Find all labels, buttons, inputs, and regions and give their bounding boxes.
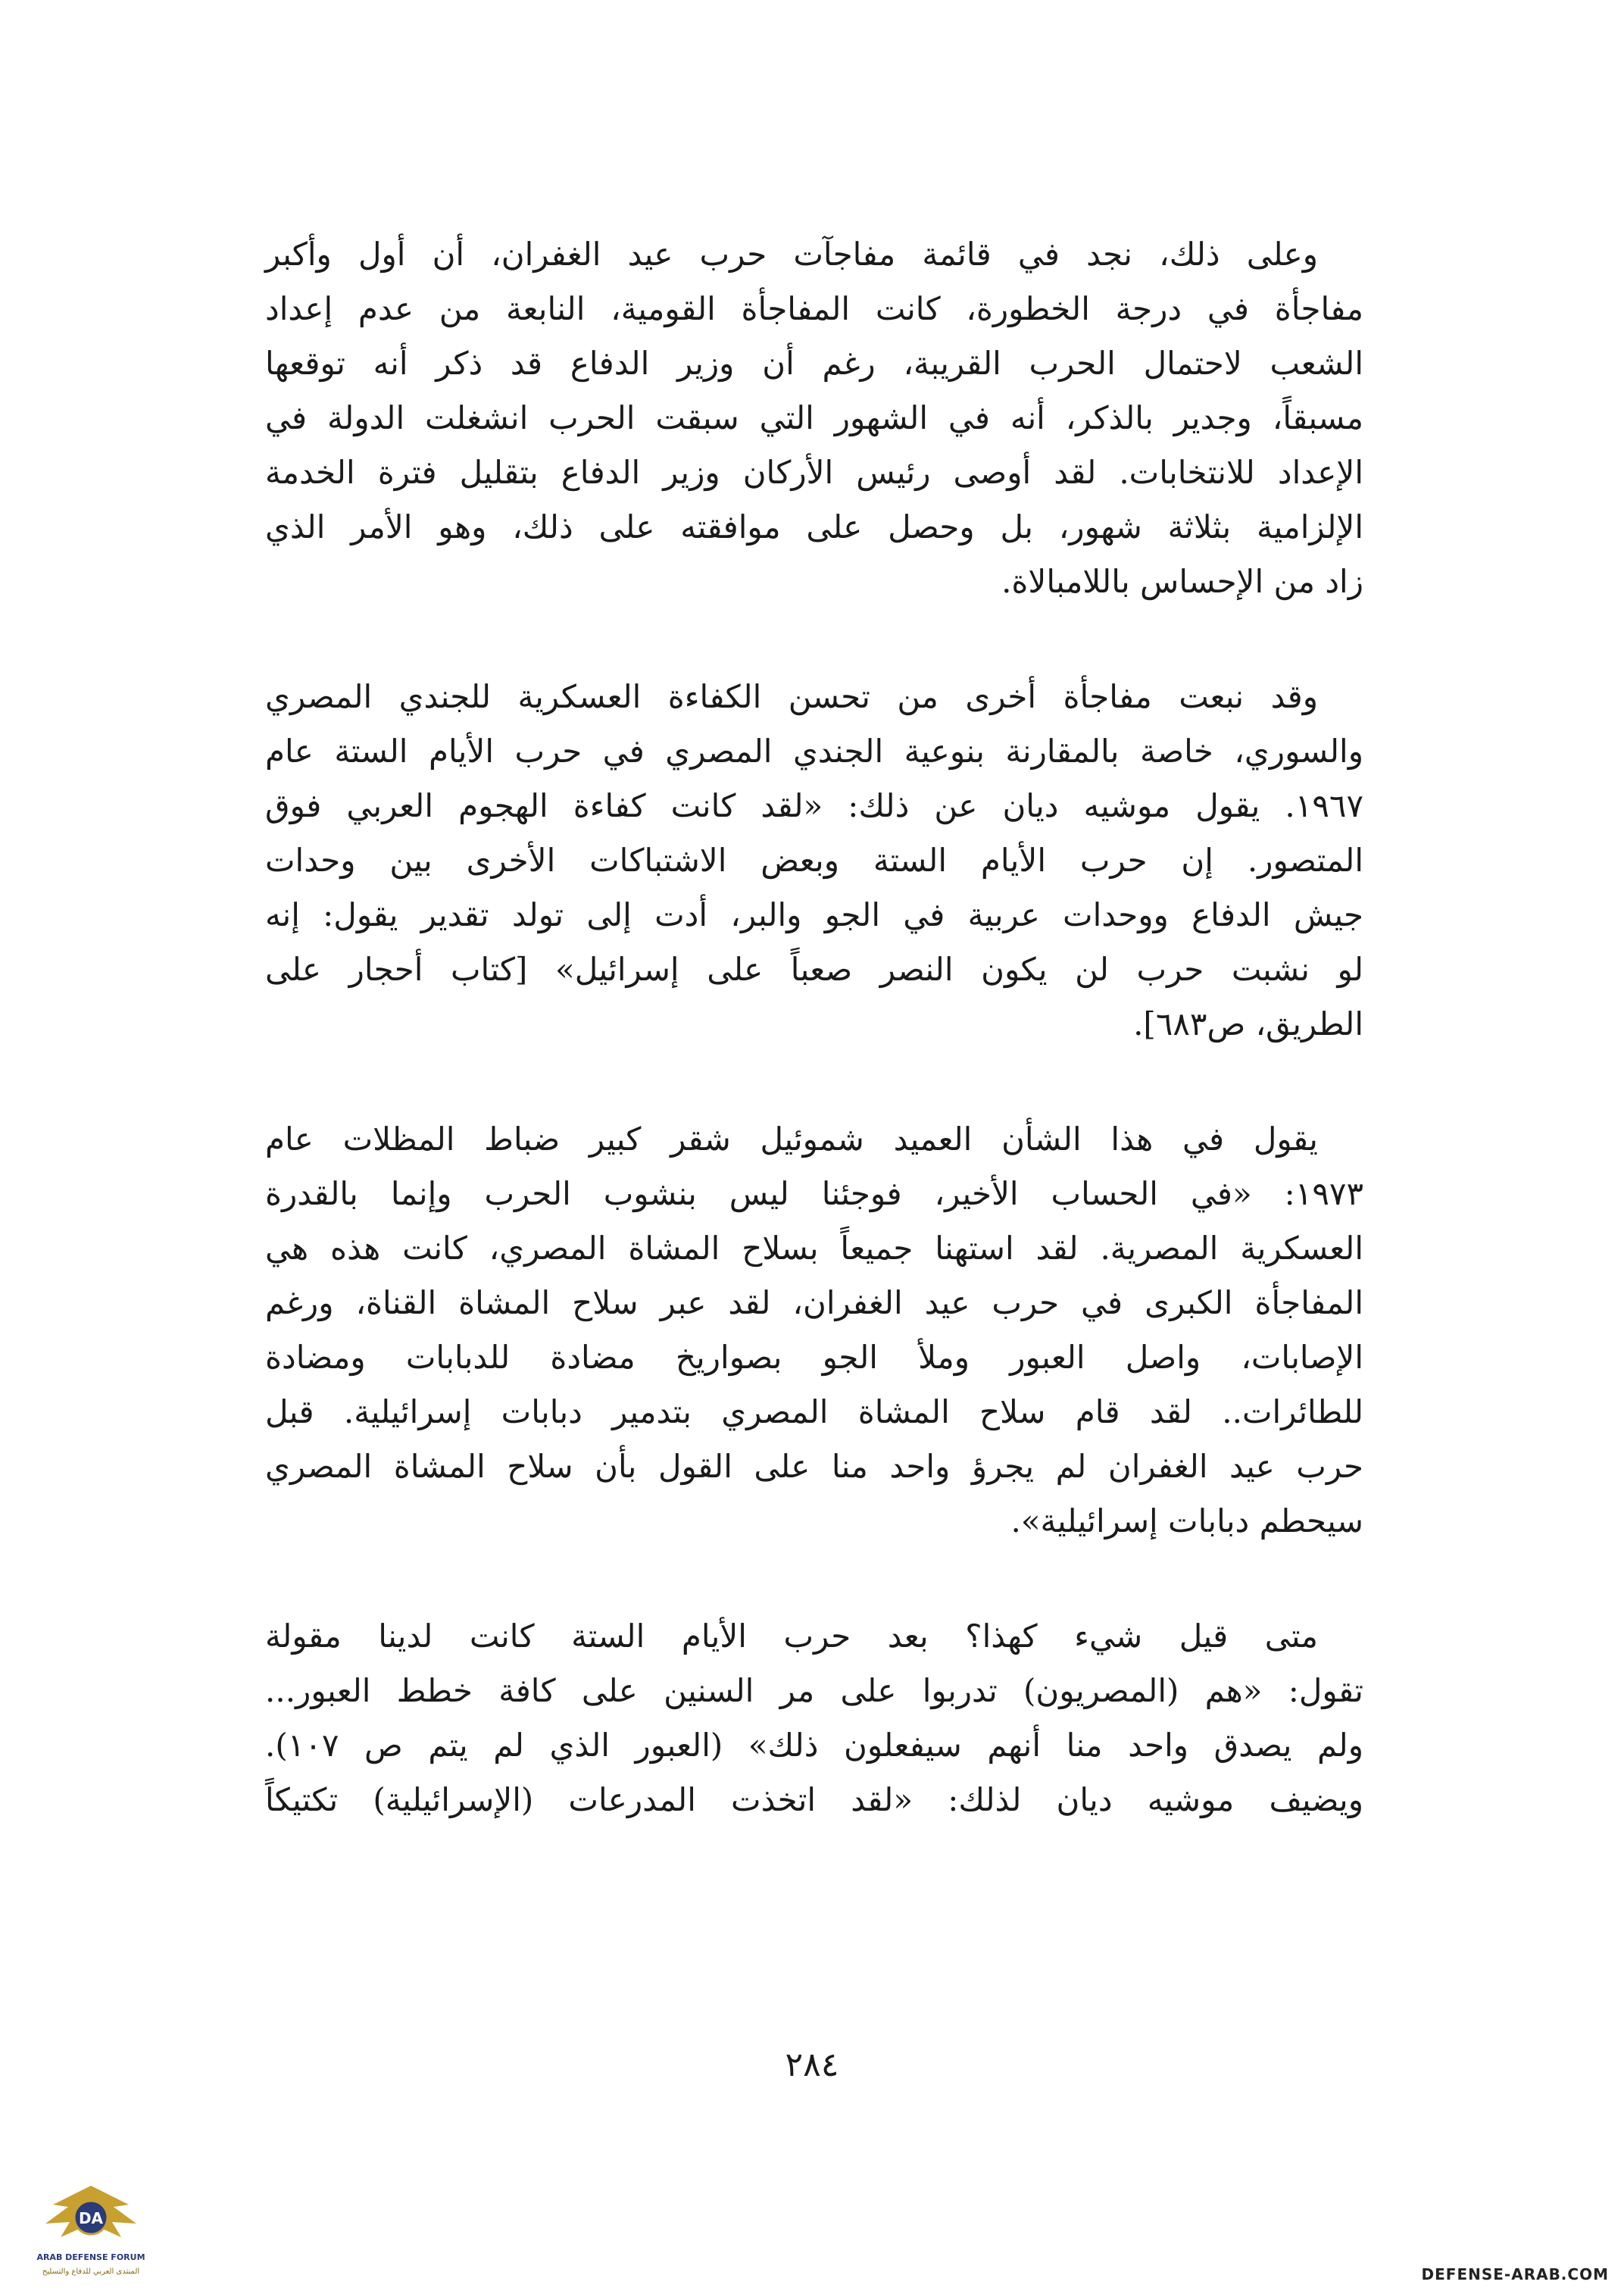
text-line: مسبقاً، وجدير بالذكر، أنه في الشهور التي سبقت الحرب انشغلت الدولة في bbox=[265, 399, 1363, 436]
text-line: الإصابات، واصل العبور وملأ الجو بصواريخ مضادة للدبابات ومضادة bbox=[265, 1339, 1363, 1376]
text-line: الطريق، ص٦٨٣]. bbox=[1133, 1005, 1363, 1042]
logo-initials: DA bbox=[78, 2209, 104, 2227]
logo-text-en: ARAB DEFENSE FORUM bbox=[36, 2252, 145, 2262]
body-text bbox=[265, 227, 1363, 1888]
text-line: يقول في هذا الشأن العميد شموئيل شقر كبير ضباط المظلات عام bbox=[265, 1120, 1318, 1158]
page-number: ٢٨٤ bbox=[785, 2046, 839, 2084]
text-line: مفاجأة في درجة الخطورة، كانت المفاجأة القومية، النابعة من عدم إعداد bbox=[265, 290, 1363, 327]
text-line: حرب عيد الغفران لم يجرؤ واحد منا على القول بأن سلاح المشاة المصري bbox=[265, 1448, 1363, 1485]
text-line: الشعب لاحتمال الحرب القريبة، رغم أن وزير الدفاع قد ذكر أنه توقعها bbox=[265, 345, 1363, 382]
eagle-emblem-icon bbox=[23, 2171, 159, 2284]
text-line: الإعداد للانتخابات. لقد أوصى رئيس الأركان وزير الدفاع بتقليل فترة الخدمة bbox=[265, 454, 1363, 491]
text-line: المتصور. إن حرب الأيام الستة وبعض الاشتباكات الأخرى بين وحدات bbox=[265, 842, 1363, 879]
paragraph-4 bbox=[265, 1609, 1363, 1827]
text-line: وعلى ذلك، نجد في قائمة مفاجآت حرب عيد الغفران، أن أول وأكبر bbox=[265, 236, 1318, 273]
text-line: ولم يصدق واحد منا أنهم سيفعلون ذلك» (العبور الذي لم يتم ص ١٠٧). bbox=[265, 1727, 1363, 1764]
site-watermark[interactable]: DEFENSE-ARAB.COM bbox=[1421, 2265, 1609, 2283]
text-line: سيحطم دبابات إسرائيلية». bbox=[1010, 1502, 1363, 1539]
text-line: متى قيل شيء كهذا؟ بعد حرب الأيام الستة كانت لدينا مقولة bbox=[265, 1617, 1318, 1655]
logo-text-ar: المنتدى العربي للدفاع والتسليح bbox=[42, 2268, 140, 2276]
text-line: وقد نبعت مفاجأة أخرى من تحسن الكفاءة العسكرية للجندي المصري bbox=[265, 678, 1318, 715]
text-line: ويضيف موشيه ديان لذلك: «لقد اتخذت المدرعات (الإسرائيلية) تكتيكاً bbox=[265, 1781, 1363, 1818]
paragraph-2 bbox=[265, 670, 1363, 1052]
paragraph-1 bbox=[265, 227, 1363, 609]
text-line: زاد من الإحساس باللامبالاة. bbox=[1001, 563, 1363, 600]
text-line: المفاجأة الكبرى في حرب عيد الغفران، لقد عبر سلاح المشاة القناة، ورغم bbox=[265, 1284, 1363, 1321]
text-line: لو نشبت حرب لن يكون النصر صعباً على إسرائيل» [كتاب أحجار على bbox=[265, 951, 1363, 988]
text-line: تقول: «هم (المصريون) تدربوا على مر السنين على كافة خطط العبور... bbox=[265, 1672, 1363, 1709]
text-line: الإلزامية بثلاثة شهور، بل وحصل على موافقته على ذلك، وهو الأمر الذي bbox=[265, 508, 1363, 545]
text-line: ١٩٧٣: «في الحساب الأخير، فوجئنا ليس بنشوب الحرب وإنما بالقدرة bbox=[265, 1175, 1363, 1212]
text-line: جيش الدفاع ووحدات عربية في الجو والبر، أدت إلى تولد تقدير يقول: إنه bbox=[265, 896, 1363, 933]
text-line: والسوري، خاصة بالمقارنة بنوعية الجندي المصري في حرب الأيام الستة عام bbox=[265, 733, 1363, 770]
text-line: العسكرية المصرية. لقد استهنا جميعاً بسلاح المشاة المصري، كانت هذه هي bbox=[265, 1230, 1363, 1267]
paragraph-3 bbox=[265, 1112, 1363, 1549]
forum-logo[interactable] bbox=[23, 2171, 159, 2284]
text-line: للطائرات.. لقد قام سلاح المشاة المصري بتدمير دبابات إسرائيلية. قبل bbox=[265, 1393, 1363, 1430]
text-line: ١٩٦٧. يقول موشيه ديان عن ذلك: «لقد كانت كفاءة الهجوم العربي فوق bbox=[265, 787, 1363, 824]
